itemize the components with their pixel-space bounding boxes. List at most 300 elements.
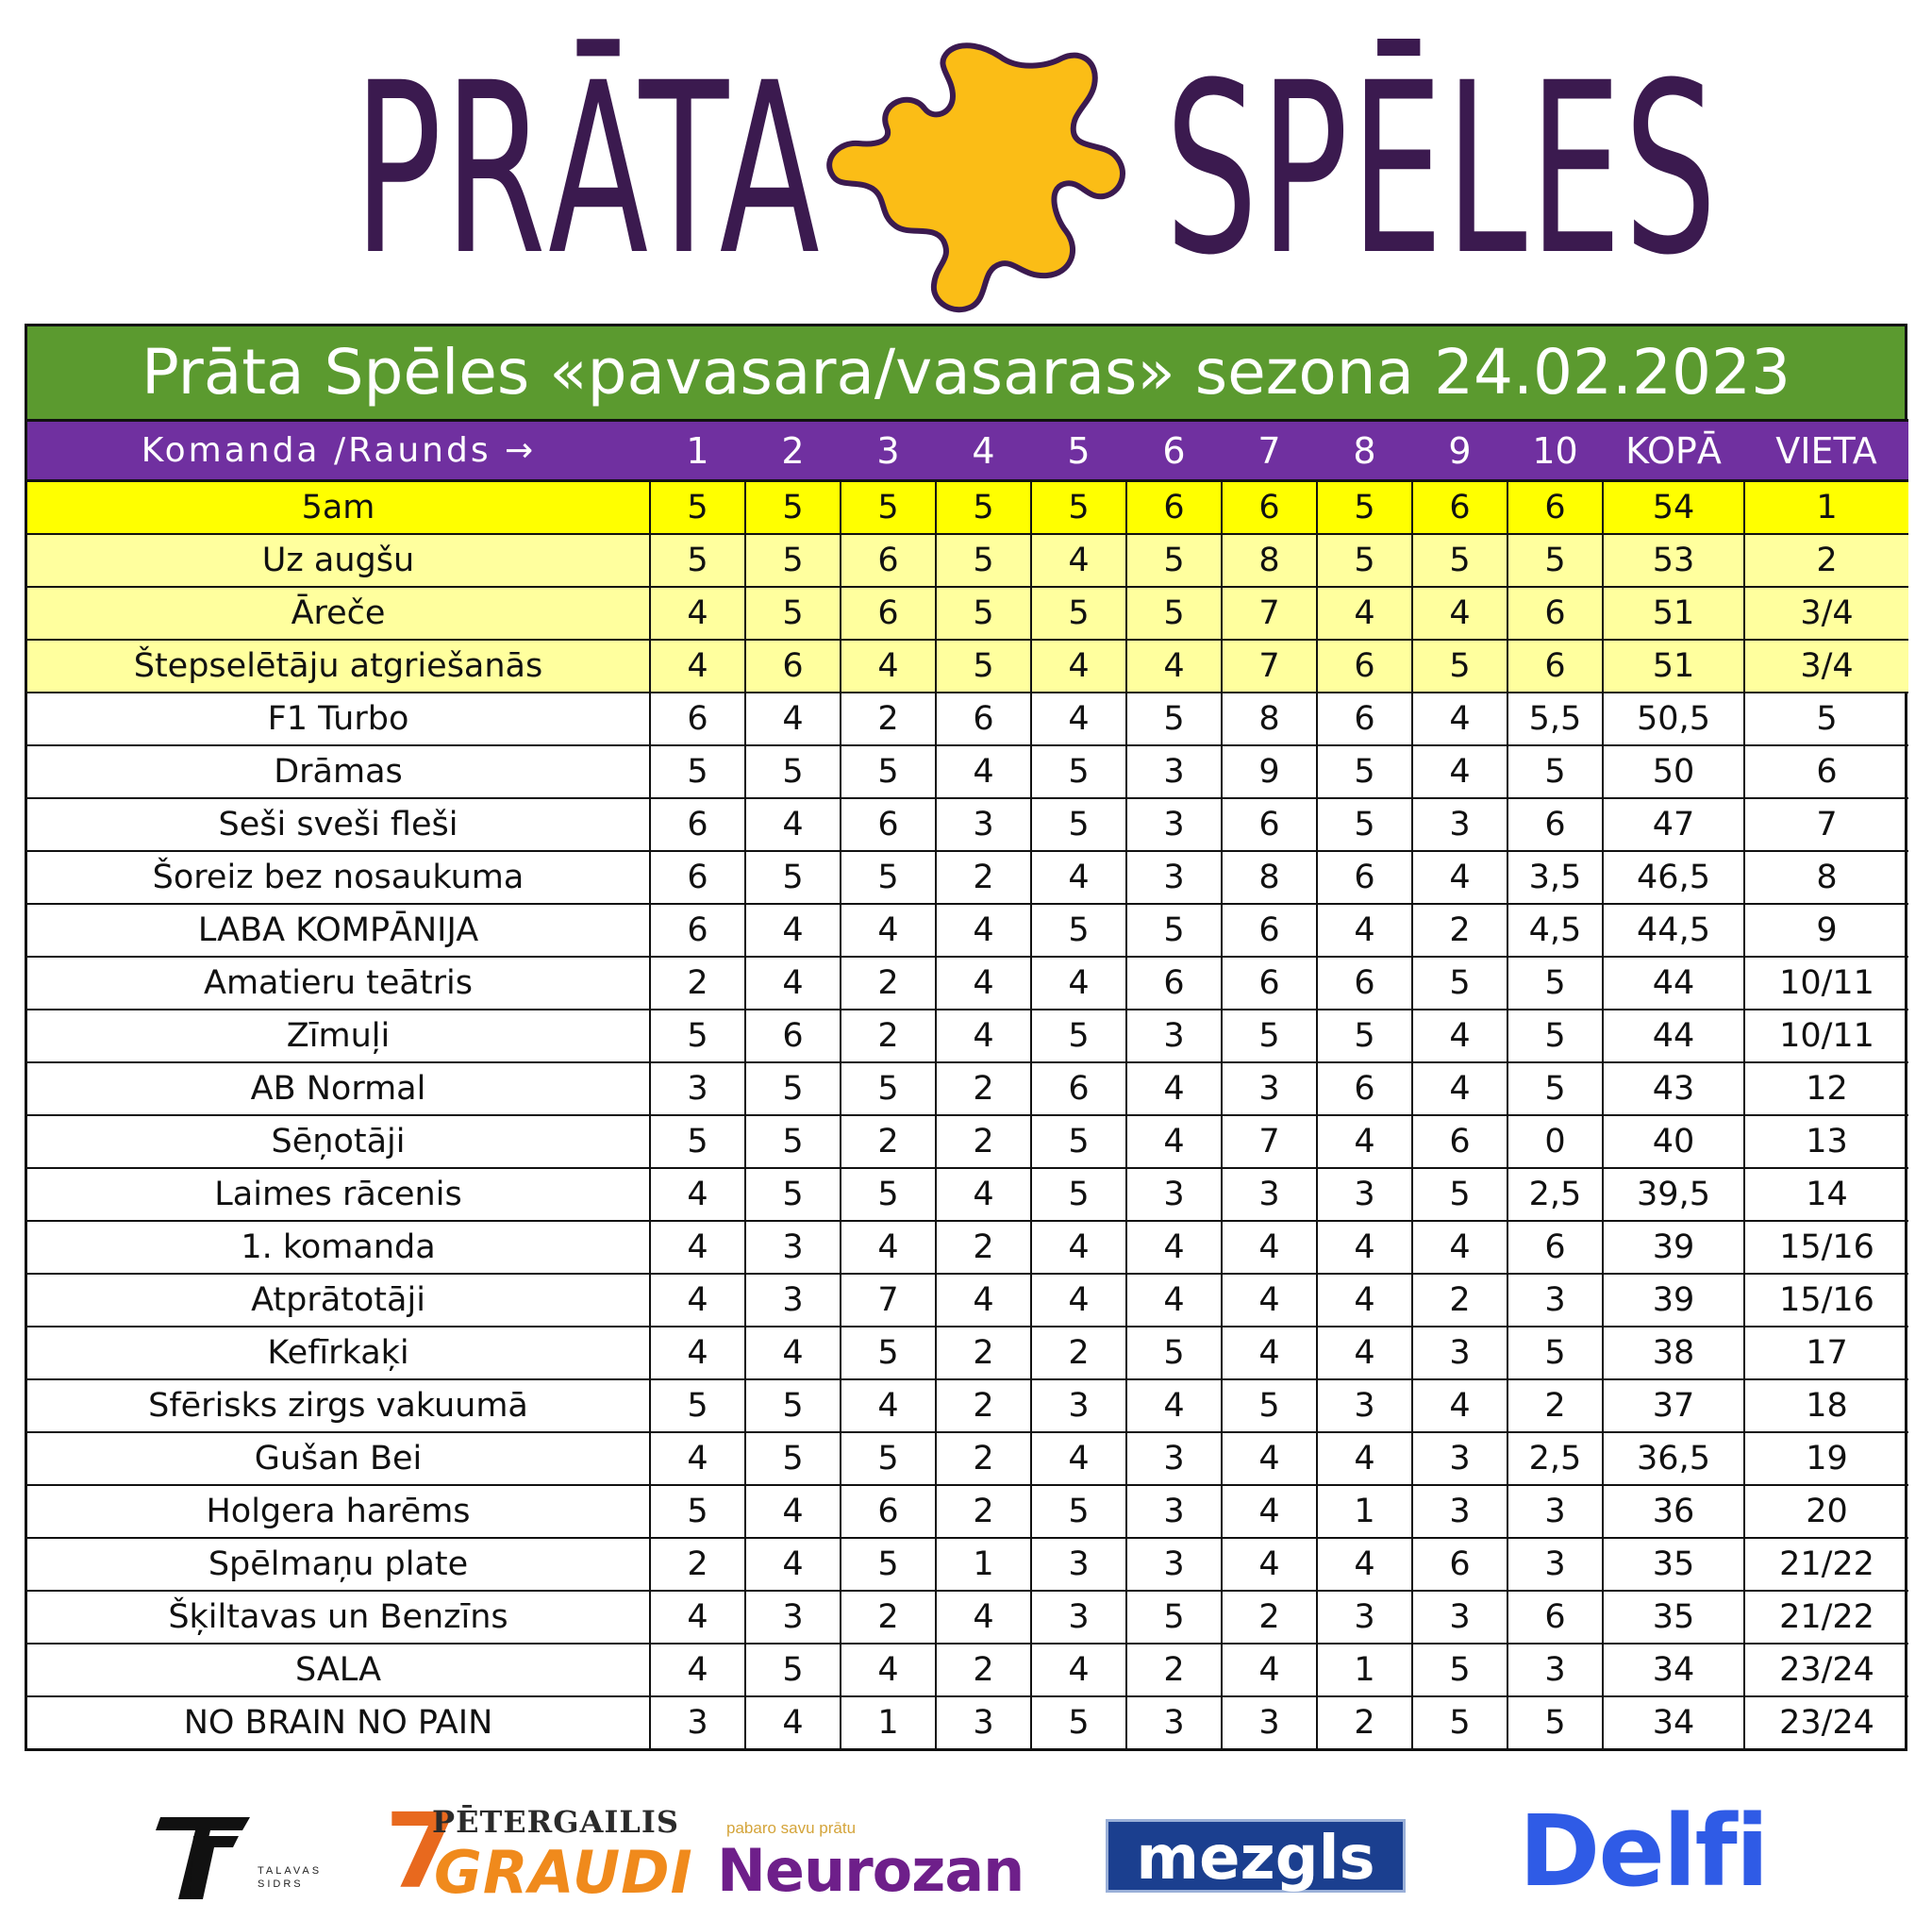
score-cell: 7 <box>1222 640 1317 693</box>
score-cell: 50,5 <box>1603 693 1744 745</box>
score-cell: 5 <box>650 745 745 798</box>
score-cell: 4 <box>841 904 936 957</box>
team-name-cell: Laimes rācenis <box>27 1168 650 1221</box>
score-cell: 37 <box>1603 1379 1744 1432</box>
score-cell: 3 <box>1317 1591 1412 1644</box>
score-cell: 1 <box>1744 481 1908 535</box>
score-cell: 5 <box>1507 1062 1603 1115</box>
score-cell: 8 <box>1222 693 1317 745</box>
graudi-bottom: GRAUDI <box>434 1838 693 1907</box>
score-cell: 4 <box>1222 1274 1317 1327</box>
score-cell: 4 <box>841 1221 936 1274</box>
team-name-cell: NO BRAIN NO PAIN <box>27 1696 650 1748</box>
score-cell: 5 <box>745 587 841 640</box>
score-cell: 5 <box>1412 957 1507 1010</box>
score-cell: 5,5 <box>1507 693 1603 745</box>
score-cell: 4 <box>1317 904 1412 957</box>
score-cell: 4 <box>1031 693 1126 745</box>
team-name-cell: Štepselētāju atgriešanās <box>27 640 650 693</box>
mezgls-logo: mezgls <box>1106 1819 1406 1893</box>
score-cell: 4 <box>650 1274 745 1327</box>
table-row <box>27 1221 1908 1274</box>
score-cell: 6 <box>1412 481 1507 535</box>
score-cell: 15/16 <box>1744 1221 1908 1274</box>
score-cell: 4 <box>1412 1062 1507 1115</box>
score-cell: 4 <box>1412 851 1507 904</box>
score-cell: 2 <box>1031 1327 1126 1379</box>
score-cell: 3 <box>1507 1485 1603 1538</box>
score-cell: 5 <box>1031 1010 1126 1062</box>
score-cell: 5 <box>745 851 841 904</box>
score-cell: 5 <box>1031 481 1126 535</box>
score-cell: 6 <box>1507 1591 1603 1644</box>
score-cell: 36,5 <box>1603 1432 1744 1485</box>
score-cell: 5 <box>1222 1379 1317 1432</box>
score-cell: 17 <box>1744 1327 1908 1379</box>
score-cell: 4 <box>1031 1432 1126 1485</box>
team-name-cell: Āreče <box>27 587 650 640</box>
score-cell: 5 <box>1412 534 1507 587</box>
score-cell: 8 <box>1222 534 1317 587</box>
score-cell: 6 <box>650 693 745 745</box>
score-cell: 4,5 <box>1507 904 1603 957</box>
score-cell: 5 <box>841 745 936 798</box>
score-cell: 10/11 <box>1744 1010 1908 1062</box>
score-cell: 2,5 <box>1507 1168 1603 1221</box>
score-cell: 5 <box>745 1062 841 1115</box>
team-name-cell: Drāmas <box>27 745 650 798</box>
score-cell: 4 <box>1126 1062 1222 1115</box>
brand-logo <box>0 28 1932 311</box>
score-cell: 4 <box>1126 640 1222 693</box>
score-cell: 4 <box>745 798 841 851</box>
score-cell: 5 <box>1126 693 1222 745</box>
graudi-top: PĒTERGAILIS <box>432 1804 679 1840</box>
score-cell: 34 <box>1603 1696 1744 1748</box>
table-row <box>27 904 1908 957</box>
results-table <box>27 419 1908 1748</box>
score-cell: 4 <box>1031 1644 1126 1696</box>
score-cell: 3 <box>1031 1538 1126 1591</box>
table-row <box>27 957 1908 1010</box>
score-cell: 3 <box>650 1696 745 1748</box>
score-cell: 23/24 <box>1744 1696 1908 1748</box>
score-cell: 4 <box>841 640 936 693</box>
team-name-cell: Uz augšu <box>27 534 650 587</box>
score-cell: 4 <box>650 1168 745 1221</box>
score-cell: 21/22 <box>1744 1538 1908 1591</box>
score-cell: 5 <box>1507 1010 1603 1062</box>
score-cell: 6 <box>650 798 745 851</box>
team-name-cell: 5am <box>27 481 650 535</box>
table-row <box>27 1168 1908 1221</box>
score-cell: 4 <box>745 904 841 957</box>
score-cell: 6 <box>841 1485 936 1538</box>
score-cell: 51 <box>1603 587 1744 640</box>
score-cell: 5 <box>1412 640 1507 693</box>
score-cell: 6 <box>745 640 841 693</box>
score-cell: 1 <box>1317 1644 1412 1696</box>
team-name-cell: Kefīrkaķi <box>27 1327 650 1379</box>
score-cell: 5 <box>1317 798 1412 851</box>
score-cell: 2 <box>936 1644 1031 1696</box>
column-header: 6 <box>1126 421 1222 481</box>
score-cell: 5 <box>745 1379 841 1432</box>
score-cell: 35 <box>1603 1591 1744 1644</box>
table-row <box>27 1274 1908 1327</box>
graudi-logo <box>385 1791 693 1912</box>
score-cell: 3 <box>1507 1274 1603 1327</box>
score-cell: 2 <box>936 1062 1031 1115</box>
neurozan-logo <box>717 1819 1028 1904</box>
score-cell: 3 <box>1031 1591 1126 1644</box>
table-row <box>27 1696 1908 1748</box>
score-cell: 4 <box>1317 1115 1412 1168</box>
score-cell: 50 <box>1603 745 1744 798</box>
score-cell: 4 <box>1317 1538 1412 1591</box>
score-cell: 2 <box>650 1538 745 1591</box>
score-cell: 51 <box>1603 640 1744 693</box>
score-cell: 5 <box>841 1327 936 1379</box>
score-cell: 5 <box>745 534 841 587</box>
neurozan-name: Neurozan <box>717 1836 1024 1905</box>
score-cell: 6 <box>1126 957 1222 1010</box>
score-cell: 5 <box>841 1538 936 1591</box>
score-cell: 9 <box>1222 745 1317 798</box>
score-cell: 4 <box>841 1379 936 1432</box>
score-cell: 2 <box>1744 534 1908 587</box>
team-name-cell: Šķiltavas un Benzīns <box>27 1591 650 1644</box>
score-cell: 3 <box>1222 1696 1317 1748</box>
score-cell: 3 <box>1126 1168 1222 1221</box>
score-cell: 53 <box>1603 534 1744 587</box>
score-cell: 4 <box>1126 1379 1222 1432</box>
score-cell: 34 <box>1603 1644 1744 1696</box>
table-row <box>27 1485 1908 1538</box>
score-cell: 3 <box>1507 1644 1603 1696</box>
team-name-cell: F1 Turbo <box>27 693 650 745</box>
score-cell: 2 <box>936 851 1031 904</box>
score-cell: 6 <box>841 798 936 851</box>
score-cell: 5 <box>1744 693 1908 745</box>
score-cell: 5 <box>1126 534 1222 587</box>
score-cell: 5 <box>1031 1115 1126 1168</box>
score-cell: 5 <box>1031 587 1126 640</box>
score-cell: 6 <box>1317 640 1412 693</box>
score-cell: 4 <box>936 957 1031 1010</box>
score-cell: 3 <box>650 1062 745 1115</box>
header-row <box>27 421 1908 481</box>
score-cell: 5 <box>650 1485 745 1538</box>
score-cell: 3 <box>1126 1485 1222 1538</box>
score-cell: 4 <box>936 745 1031 798</box>
score-cell: 4 <box>1317 1432 1412 1485</box>
score-cell: 5 <box>1412 1644 1507 1696</box>
score-cell: 4 <box>1412 587 1507 640</box>
score-cell: 5 <box>936 534 1031 587</box>
score-cell: 4 <box>1222 1327 1317 1379</box>
score-cell: 5 <box>1317 481 1412 535</box>
team-name-cell: Holgera harēms <box>27 1485 650 1538</box>
team-name-cell: Zīmuļi <box>27 1010 650 1062</box>
score-cell: 5 <box>841 1062 936 1115</box>
team-name-cell: Spēlmaņu plate <box>27 1538 650 1591</box>
score-cell: 5 <box>1507 1327 1603 1379</box>
score-cell: 6 <box>936 693 1031 745</box>
score-cell: 2 <box>1412 904 1507 957</box>
score-cell: 39 <box>1603 1221 1744 1274</box>
score-cell: 44,5 <box>1603 904 1744 957</box>
column-header-team: Komanda /Raunds → <box>27 421 650 481</box>
score-cell: 4 <box>650 1221 745 1274</box>
score-cell: 4 <box>745 957 841 1010</box>
score-cell: 6 <box>1507 640 1603 693</box>
score-cell: 4 <box>1317 1221 1412 1274</box>
score-cell: 6 <box>1412 1115 1507 1168</box>
score-cell: 4 <box>1317 1274 1412 1327</box>
team-name-cell: Gušan Bei <box>27 1432 650 1485</box>
score-cell: 5 <box>1031 798 1126 851</box>
column-header: KOPĀ <box>1603 421 1744 481</box>
score-cell: 18 <box>1744 1379 1908 1432</box>
score-cell: 5 <box>1507 745 1603 798</box>
score-cell: 6 <box>1222 904 1317 957</box>
table-row <box>27 534 1908 587</box>
score-cell: 5 <box>1507 534 1603 587</box>
score-cell: 44 <box>1603 957 1744 1010</box>
table-row <box>27 798 1908 851</box>
score-cell: 4 <box>650 1591 745 1644</box>
score-cell: 1 <box>936 1538 1031 1591</box>
puzzle-piece-icon <box>821 38 1141 321</box>
score-cell: 5 <box>1126 1591 1222 1644</box>
score-cell: 38 <box>1603 1327 1744 1379</box>
score-cell: 6 <box>1031 1062 1126 1115</box>
score-cell: 3 <box>1507 1538 1603 1591</box>
score-cell: 19 <box>1744 1432 1908 1485</box>
score-cell: 4 <box>1222 1538 1317 1591</box>
score-cell: 7 <box>1222 1115 1317 1168</box>
score-cell: 3 <box>1126 1696 1222 1748</box>
score-cell: 3 <box>1412 798 1507 851</box>
score-cell: 4 <box>650 587 745 640</box>
score-cell: 7 <box>1222 587 1317 640</box>
score-cell: 4 <box>936 1010 1031 1062</box>
score-cell: 3,5 <box>1507 851 1603 904</box>
score-cell: 5 <box>1031 1485 1126 1538</box>
score-cell: 5 <box>1031 1696 1126 1748</box>
score-cell: 4 <box>936 1168 1031 1221</box>
score-cell: 5 <box>1412 1696 1507 1748</box>
team-name-cell: Amatieru teātris <box>27 957 650 1010</box>
score-cell: 4 <box>1222 1485 1317 1538</box>
table-row <box>27 851 1908 904</box>
score-cell: 2 <box>1317 1696 1412 1748</box>
score-cell: 3 <box>1126 798 1222 851</box>
table-row <box>27 1538 1908 1591</box>
score-cell: 4 <box>1412 1010 1507 1062</box>
table-row <box>27 481 1908 535</box>
score-cell: 43 <box>1603 1062 1744 1115</box>
score-cell: 4 <box>1031 1221 1126 1274</box>
score-cell: 12 <box>1744 1062 1908 1115</box>
team-name-cell: Sēņotāji <box>27 1115 650 1168</box>
score-cell: 4 <box>841 1644 936 1696</box>
score-cell: 4 <box>1412 1379 1507 1432</box>
team-name-cell: Sfērisks zirgs vakuumā <box>27 1379 650 1432</box>
score-cell: 6 <box>1126 481 1222 535</box>
score-cell: 3 <box>1126 1538 1222 1591</box>
score-cell: 4 <box>745 1327 841 1379</box>
score-cell: 2 <box>1126 1644 1222 1696</box>
score-cell: 5 <box>650 1379 745 1432</box>
score-cell: 5 <box>1412 1168 1507 1221</box>
score-cell: 4 <box>745 1696 841 1748</box>
score-cell: 5 <box>1126 904 1222 957</box>
score-cell: 4 <box>1412 745 1507 798</box>
score-cell: 4 <box>1412 693 1507 745</box>
score-cell: 6 <box>1507 481 1603 535</box>
score-cell: 3 <box>1126 851 1222 904</box>
score-cell: 8 <box>1744 851 1908 904</box>
talava-mark-icon <box>156 1810 259 1904</box>
score-cell: 2 <box>936 1327 1031 1379</box>
score-cell: 2 <box>841 957 936 1010</box>
score-cell: 2 <box>1222 1591 1317 1644</box>
score-cell: 15/16 <box>1744 1274 1908 1327</box>
score-cell: 4 <box>745 1485 841 1538</box>
score-cell: 3 <box>1317 1168 1412 1221</box>
score-cell: 36 <box>1603 1485 1744 1538</box>
score-cell: 39 <box>1603 1274 1744 1327</box>
score-cell: 2 <box>936 1379 1031 1432</box>
score-cell: 6 <box>841 587 936 640</box>
score-cell: 54 <box>1603 481 1744 535</box>
column-header: 7 <box>1222 421 1317 481</box>
score-cell: 2 <box>841 1115 936 1168</box>
score-cell: 6 <box>650 851 745 904</box>
score-cell: 3 <box>1126 1010 1222 1062</box>
score-cell: 2 <box>936 1485 1031 1538</box>
score-cell: 5 <box>936 587 1031 640</box>
score-cell: 39,5 <box>1603 1168 1744 1221</box>
score-cell: 4 <box>1222 1644 1317 1696</box>
column-header: 1 <box>650 421 745 481</box>
score-cell: 4 <box>1412 1221 1507 1274</box>
column-header: 4 <box>936 421 1031 481</box>
score-cell: 5 <box>1317 745 1412 798</box>
table-row <box>27 1327 1908 1379</box>
talava-subtitle: TALAVAS SIDRS <box>258 1865 323 1890</box>
score-cell: 7 <box>1744 798 1908 851</box>
score-cell: 5 <box>1507 1696 1603 1748</box>
score-cell: 5 <box>1031 745 1126 798</box>
score-cell: 3 <box>1412 1432 1507 1485</box>
score-cell: 23/24 <box>1744 1644 1908 1696</box>
score-cell: 3 <box>1222 1062 1317 1115</box>
score-cell: 13 <box>1744 1115 1908 1168</box>
score-cell: 6 <box>1412 1538 1507 1591</box>
score-cell: 4 <box>650 1644 745 1696</box>
score-cell: 5 <box>1222 1010 1317 1062</box>
score-cell: 4 <box>936 904 1031 957</box>
score-cell: 4 <box>1031 534 1126 587</box>
score-cell: 4 <box>745 693 841 745</box>
talava-logo <box>156 1810 323 1904</box>
table-row <box>27 1432 1908 1485</box>
score-cell: 5 <box>650 534 745 587</box>
score-cell: 2 <box>936 1115 1031 1168</box>
score-cell: 3 <box>936 1696 1031 1748</box>
table-row <box>27 587 1908 640</box>
score-cell: 3 <box>1126 1432 1222 1485</box>
score-cell: 4 <box>1317 587 1412 640</box>
score-cell: 5 <box>1126 1327 1222 1379</box>
team-name-cell: Seši sveši fleši <box>27 798 650 851</box>
score-cell: 6 <box>1744 745 1908 798</box>
score-cell: 3 <box>1126 745 1222 798</box>
table-row <box>27 693 1908 745</box>
score-cell: 4 <box>1126 1115 1222 1168</box>
team-name-cell: Atprātotāji <box>27 1274 650 1327</box>
score-cell: 2 <box>1412 1274 1507 1327</box>
score-cell: 2 <box>936 1432 1031 1485</box>
score-cell: 4 <box>1126 1221 1222 1274</box>
score-cell: 3 <box>1031 1379 1126 1432</box>
score-cell: 7 <box>841 1274 936 1327</box>
score-cell: 6 <box>1317 1062 1412 1115</box>
score-cell: 5 <box>745 1115 841 1168</box>
score-cell: 5 <box>841 481 936 535</box>
score-cell: 6 <box>745 1010 841 1062</box>
score-cell: 5 <box>1317 534 1412 587</box>
table-row <box>27 1644 1908 1696</box>
score-cell: 5 <box>841 1168 936 1221</box>
score-cell: 3 <box>745 1274 841 1327</box>
score-cell: 6 <box>841 534 936 587</box>
score-cell: 5 <box>745 745 841 798</box>
column-header: 10 <box>1507 421 1603 481</box>
score-cell: 4 <box>1031 1274 1126 1327</box>
score-cell: 4 <box>936 1591 1031 1644</box>
sponsor-bar <box>0 1791 1932 1912</box>
score-cell: 14 <box>1744 1168 1908 1221</box>
score-cell: 4 <box>1317 1327 1412 1379</box>
score-cell: 2,5 <box>1507 1432 1603 1485</box>
score-cell: 6 <box>1317 693 1412 745</box>
score-cell: 3/4 <box>1744 587 1908 640</box>
column-header: 2 <box>745 421 841 481</box>
score-cell: 5 <box>650 1115 745 1168</box>
score-cell: 3 <box>1412 1327 1507 1379</box>
score-cell: 6 <box>1507 1221 1603 1274</box>
score-cell: 0 <box>1507 1115 1603 1168</box>
team-name-cell: SALA <box>27 1644 650 1696</box>
score-cell: 5 <box>650 481 745 535</box>
score-cell: 20 <box>1744 1485 1908 1538</box>
score-cell: 35 <box>1603 1538 1744 1591</box>
score-cell: 2 <box>841 693 936 745</box>
score-cell: 5 <box>1317 1010 1412 1062</box>
score-cell: 5 <box>1507 957 1603 1010</box>
score-cell: 21/22 <box>1744 1591 1908 1644</box>
score-cell: 4 <box>936 1274 1031 1327</box>
score-cell: 3 <box>1412 1485 1507 1538</box>
score-cell: 2 <box>1507 1379 1603 1432</box>
score-cell: 1 <box>1317 1485 1412 1538</box>
score-cell: 4 <box>1031 640 1126 693</box>
score-cell: 2 <box>650 957 745 1010</box>
